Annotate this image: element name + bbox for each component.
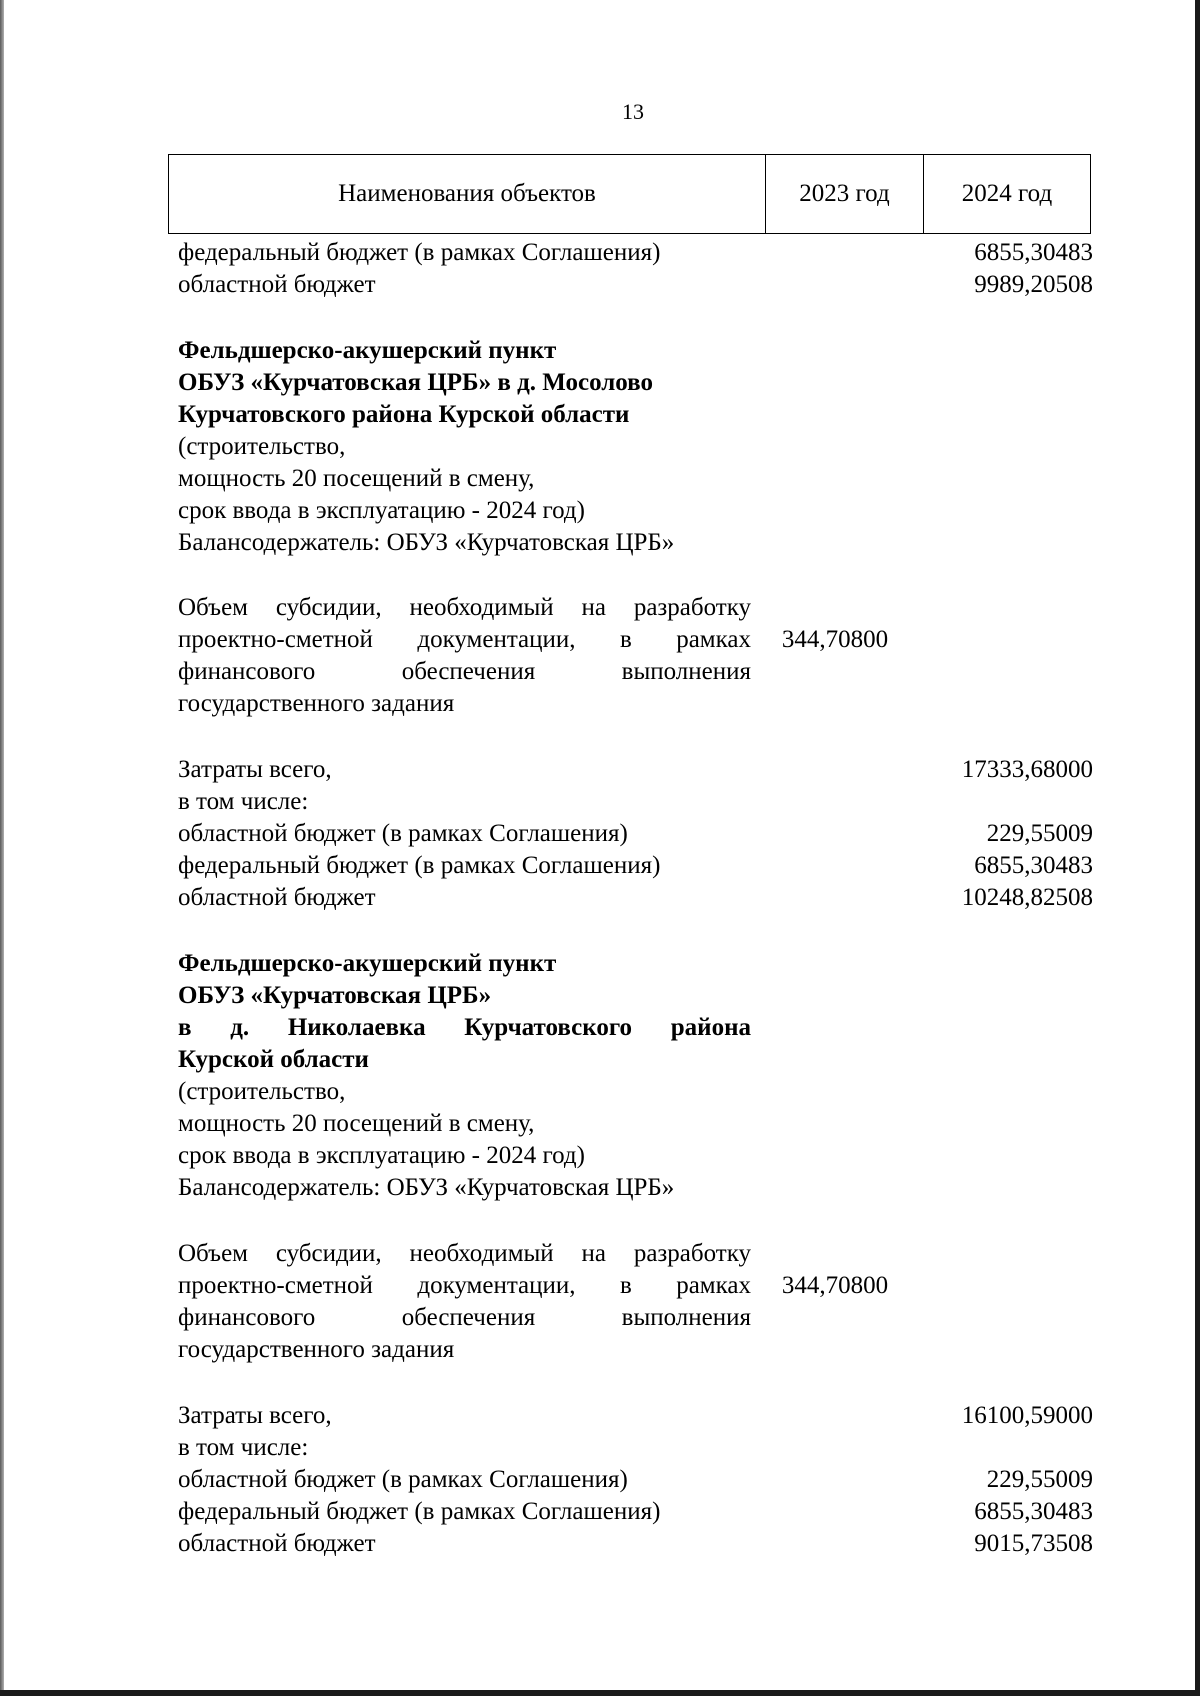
object-title-line: Курской области [178,1046,369,1073]
object-detail-line: (строительство, [178,1078,346,1105]
column-header-2023: 2023 год [765,155,923,233]
cost-label: Затраты всего, [178,756,332,783]
scan-edge-left [0,0,4,1696]
object-detail-line: мощность 20 посещений в смену, [178,465,535,492]
budget-line-value-2024: 6855,30483 [974,239,1093,266]
cost-label: в том числе: [178,788,309,815]
cost-label: федеральный бюджет (в рамках Соглашения) [178,1498,661,1525]
scan-edge-bottom [0,1690,1200,1696]
subsidy-text-line: проектно-сметной документации, в рамках [178,626,751,653]
object-title-line: Фельдшерско-акушерский пункт [178,337,557,364]
column-header-name: Наименования объектов [338,180,596,207]
object-detail-line: Балансодержатель: ОБУЗ «Курчатовская ЦРБ» [178,1174,675,1201]
cost-value-2024: 9015,73508 [974,1530,1093,1557]
subsidy-value-2023: 344,70800 [781,1272,889,1299]
budget-line-label: областной бюджет [178,271,376,298]
object-detail-line: Балансодержатель: ОБУЗ «Курчатовская ЦРБ» [178,529,675,556]
object-title-line: ОБУЗ «Курчатовская ЦРБ» в д. Мосолово [178,369,653,396]
budget-line-label: федеральный бюджет (в рамках Соглашения) [178,239,661,266]
cost-label: Затраты всего, [178,1402,332,1429]
subsidy-text-line: государственного задания [178,690,455,717]
object-detail-line: срок ввода в эксплуатацию - 2024 год) [178,1142,585,1169]
cost-value-2024: 10248,82508 [961,884,1093,911]
cost-label: областной бюджет [178,884,376,911]
cost-value-2024: 6855,30483 [974,852,1093,879]
object-detail-line: (строительство, [178,433,346,460]
cost-label: областной бюджет (в рамках Соглашения) [178,1466,628,1493]
subsidy-text-line: государственного задания [178,1336,455,1363]
column-header-2024: 2024 год [923,155,1090,233]
cost-label: областной бюджет (в рамках Соглашения) [178,820,628,847]
budget-line-value-2024: 9989,20508 [974,271,1093,298]
object-title-line: ОБУЗ «Курчатовская ЦРБ» [178,982,492,1009]
cost-value-2024: 229,55009 [986,820,1093,847]
subsidy-text-line: проектно-сметной документации, в рамках [178,1272,751,1299]
cost-value-2024: 6855,30483 [974,1498,1093,1525]
subsidy-text-line: финансового обеспечения выполнения [178,1304,751,1331]
subsidy-text-line: финансового обеспечения выполнения [178,658,751,685]
object-title-line: Фельдшерско-акушерский пункт [178,950,557,977]
object-detail-line: срок ввода в эксплуатацию - 2024 год) [178,497,585,524]
cost-label: областной бюджет [178,1530,376,1557]
subsidy-text-line: Объем субсидии, необходимый на разработку [178,1240,751,1267]
cost-label: в том числе: [178,1434,309,1461]
page-number: 13 [622,99,644,124]
scan-edge-right [1195,0,1200,1696]
table-header [168,154,1091,234]
cost-value-2024: 16100,59000 [961,1402,1093,1429]
subsidy-text-line: Объем субсидии, необходимый на разработку [178,594,751,621]
object-title-line: в д. Николаевка Курчатовского района [178,1014,751,1041]
cost-value-2024: 17333,68000 [961,756,1093,783]
cost-label: федеральный бюджет (в рамках Соглашения) [178,852,661,879]
cost-value-2024: 229,55009 [986,1466,1093,1493]
subsidy-value-2023: 344,70800 [781,626,889,653]
object-detail-line: мощность 20 посещений в смену, [178,1110,535,1137]
object-title-line: Курчатовского района Курской области [178,401,630,428]
